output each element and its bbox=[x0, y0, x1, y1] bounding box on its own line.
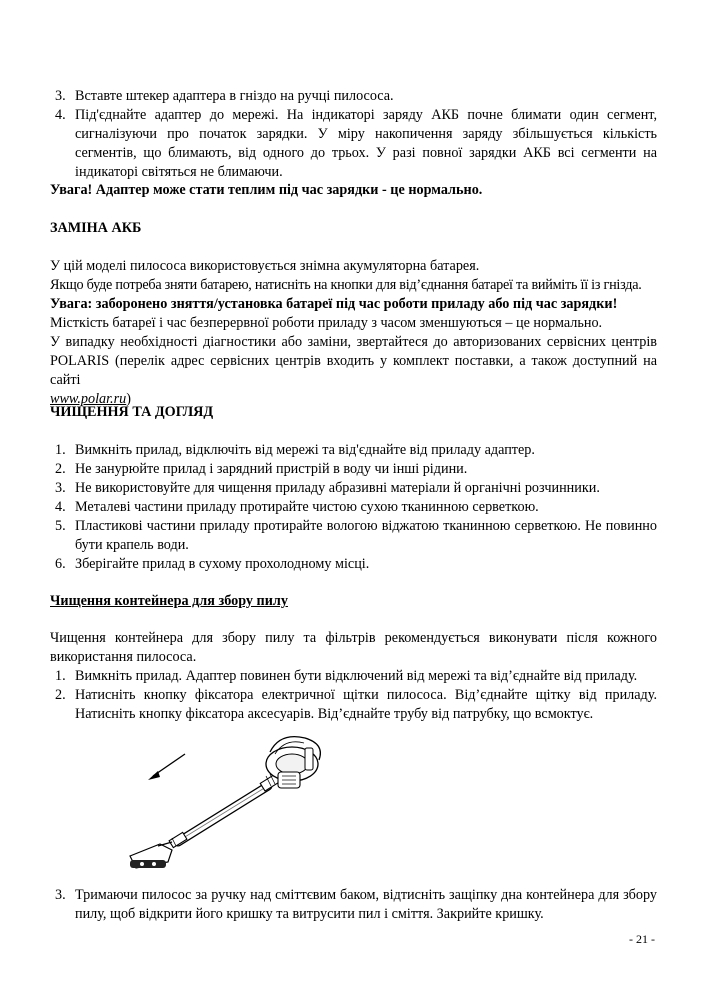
list-item-text: Не використовуйте для чищення приладу абразивні матеріали й органічні розчинники. bbox=[75, 480, 600, 496]
list-item: 3. Не використовуйте для чищення приладу абразивні матеріали й органічні розчинники. bbox=[55, 480, 600, 496]
vacuum-tube bbox=[178, 786, 268, 842]
list-item-text: Вставте штекер адаптера в гніздо на ручці пилососа. bbox=[75, 88, 394, 104]
battery-line-3: Місткість батареї і час безперервної роботи приладу з часом зменшуються – це нормально. bbox=[50, 315, 603, 331]
polar-website-link[interactable]: www.polar.ru bbox=[50, 391, 127, 407]
list-item-text: Тримаючи пилосос за ручку над сміттєвим баком, відтисніть защіпку дна контейнера для збору пилу, щоб відкрити його кришку та витрусити пил і сміття. Закрийте кришку. bbox=[75, 887, 657, 922]
brush-connector bbox=[169, 832, 187, 847]
container-intro: Чищення контейнера для збору пилу та фільтрів рекомендується виконувати після кожного використання пилососа. bbox=[50, 630, 657, 665]
list-item-text: Вимкніть прилад, відключіть від мережі та від'єднайте від приладу адаптер. bbox=[75, 442, 535, 458]
page-number: - 21 - bbox=[629, 932, 655, 946]
list-item-text: Металеві частини приладу протирайте чистою сухою тканинною серветкою. bbox=[75, 499, 539, 515]
floor-brush bbox=[130, 842, 172, 868]
battery-service-paragraph bbox=[50, 333, 657, 409]
list-item-text: Зберігайте прилад в сухому прохолодному місці. bbox=[75, 556, 370, 572]
container-steps-list bbox=[50, 667, 657, 724]
list-item: 4. Металеві частини приладу протирайте чистою сухою тканинною серветкою. bbox=[55, 499, 539, 515]
list-item: 2. Не занурюйте прилад і зарядний пристрій в воду чи інші рідини. bbox=[55, 461, 468, 477]
battery-heading: ЗАМІНА АКБ bbox=[50, 220, 142, 236]
list-item: 2. Натисніть кнопку фіксатора електричної щітки пилососа. Від’єднайте щітку від приладу. Натисніть кнопку фіксатора аксесуарів. Від’єднайте трубу від патрубку, що всмоктує. bbox=[55, 687, 657, 722]
list-item: 4. Під'єднайте адаптер до мережі. На індикаторі заряду АКБ почне блимати один сегмент, сигналізуючи про початок зарядки. У міру накопичення заряду збільшується кількість сегментів, що блимають, від одного до трьох. У разі повної зарядки АКБ всі сегменти на індикаторі світяться не блимаючи. bbox=[55, 107, 657, 180]
list-item: 1. Вимкніть прилад, відключіть від мережі та від'єднайте від приладу адаптер. bbox=[55, 442, 535, 458]
direction-arrow-icon bbox=[148, 754, 185, 780]
list-item-text: Не занурюйте прилад і зарядний пристрій в воду чи інші рідини. bbox=[75, 461, 468, 477]
container-step-3-list bbox=[50, 886, 657, 924]
list-item: 5. Пластикові частини приладу протирайте вологою віджатою тканинною серветкою. Не повинно бути крапель води. bbox=[55, 518, 657, 553]
adapter-warning: Увага! Адаптер може стати теплим під час зарядки - це нормально. bbox=[50, 182, 483, 198]
close-paren: ) bbox=[126, 391, 131, 407]
list-item: 3. Тримаючи пилосос за ручку над сміттєвим баком, відтисніть защіпку дна контейнера для збору пилу, щоб відкрити його кришку та витрусити пил і сміття. Закрийте кришку. bbox=[55, 887, 657, 922]
list-item-text: Пластикові частини приладу протирайте вологою віджатою тканинною серветкою. Не повинно бути крапель води. bbox=[75, 518, 657, 553]
list-item: 3. Вставте штекер адаптера в гніздо на ручці пилососа. bbox=[55, 88, 394, 104]
battery-line-1: У цій моделі пилососа використовується знімна акумуляторна батарея. bbox=[50, 258, 480, 274]
list-item-text: Вимкніть прилад. Адаптер повинен бути відключений від мережі та від’єднайте від приладу. bbox=[75, 668, 638, 684]
container-heading: Чищення контейнера для збору пилу bbox=[50, 593, 288, 609]
battery-line-4: У випадку необхідності діагностики або заміни, звертайтеся до авторизованих сервісних центрів POLARIS (перелік адрес сервісних центрів входить у комплект поставки, а також доступний на сайті bbox=[50, 334, 657, 388]
list-item-text: Натисніть кнопку фіксатора електричної щітки пилососа. Від’єднайте щітку від приладу. Натисніть кнопку фіксатора аксесуарів. Від’єднайте трубу від патрубку, що всмоктує. bbox=[75, 687, 657, 722]
battery-warning: Увага: заборонено зняття/установка батареї під час роботи приладу або під час зарядки! bbox=[50, 296, 618, 312]
list-item-text: Під'єднайте адаптер до мережі. На індикаторі заряду АКБ почне блимати один сегмент, сигналізуючи про початок зарядки. У міру накопичення заряду збільшується кількість сегментів, що блимають, від одного до трьох. У разі повної зарядки АКБ всі сегменти на індикаторі світяться не блимаючи. bbox=[75, 107, 657, 180]
cleaning-list bbox=[50, 441, 657, 574]
vacuum-disassembly-illustration bbox=[120, 724, 360, 884]
list-item: 1. Вимкніть прилад. Адаптер повинен бути відключений від мережі та від’єднайте від приладу. bbox=[55, 668, 638, 684]
charging-steps-list bbox=[50, 87, 657, 182]
cleaning-heading: ЧИЩЕННЯ ТА ДОГЛЯД bbox=[50, 404, 214, 420]
list-item: 6. Зберігайте прилад в сухому прохолодному місці. bbox=[55, 556, 370, 572]
battery-line-2: Якщо буде потреба зняти батарею, натисніть на кнопки для від’єднання батареї та вийміть її із гнізда. bbox=[50, 277, 642, 293]
